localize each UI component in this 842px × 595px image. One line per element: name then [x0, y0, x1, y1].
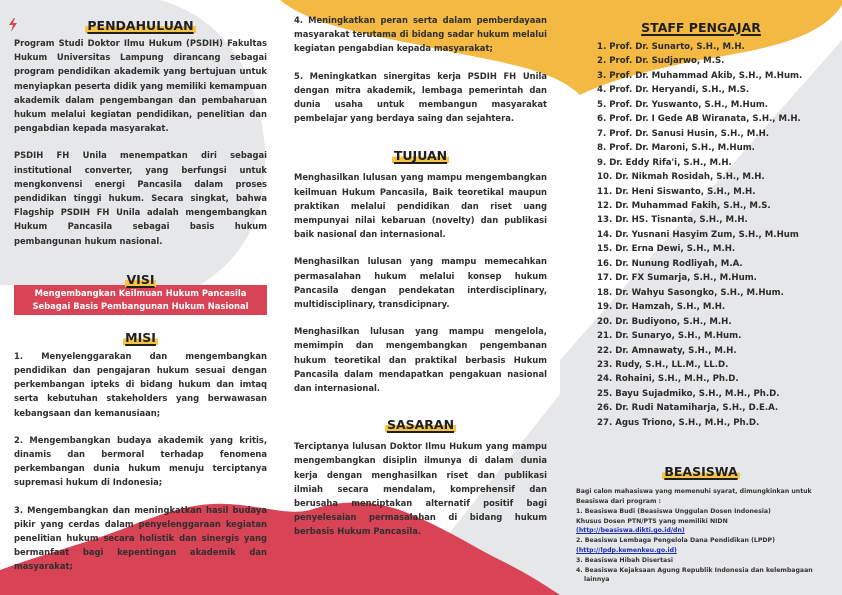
beasiswa-heading: BEASISWA — [664, 464, 738, 480]
lightning-bolt-icon — [7, 17, 19, 36]
staff-item: 12. Dr. Muhammad Fakih, S.H., M.S. — [597, 200, 771, 211]
staff-item: 13. Dr. HS. Tisnanta, S.H., M.H. — [597, 215, 748, 226]
misi-heading: MISI — [125, 329, 156, 345]
visi-heading: VISI — [126, 271, 155, 287]
beasiswa-item-1: 1. Beasiswa Budi (Beasiswa Unggulan Dosen Indonesia) — [576, 507, 771, 515]
beasiswa-intro-1: Bagi calon mahasiswa yang memenuhi syarat, dimungkinkan untuk — [576, 488, 812, 496]
staff-item: 8. Prof. Dr. Maroni, S.H., M.Hum. — [597, 143, 755, 154]
misi-item-2: 2. Mengembangkan budaya akademik yang kritis, dinamis dan bermoral terhadap fenomena perkembangan dunia hukum menuju terciptanya supremasi hukum di Indonesia; — [14, 434, 267, 488]
sasaran-heading: SASARAN — [386, 417, 455, 433]
staff-item: 17. Dr. FX Sumarja, S.H., M.Hum. — [597, 273, 757, 284]
staff-item: 11. Dr. Heni Siswanto, S.H., M.H. — [597, 186, 756, 197]
beasiswa-intro-2: Beasiswa dari program : — [576, 498, 662, 506]
beasiswa-lpdp-link[interactable]: (http://lpdp.kemenkeu.go.id) — [576, 547, 677, 555]
beasiswa-dikti-link[interactable]: (http://beasiswa.dikti.go.id/dn) — [576, 527, 685, 535]
beasiswa-item-4: 4. Beasiswa Kejaksaan Agung Republik Indonesia dan kelembagaan — [576, 566, 813, 574]
column-left — [14, 0, 267, 574]
staff-item: 6. Prof. Dr. I Gede AB Wiranata, S.H., M.H. — [597, 114, 801, 125]
staff-item: 18. Dr. Wahyu Sasongko, S.H., M.Hum. — [597, 287, 784, 298]
staff-item: 25. Bayu Sujadmiko, S.H., M.H., Ph.D. — [597, 388, 780, 399]
column-middle — [294, 0, 547, 539]
staff-item: 4. Prof. Dr. Heryandi, S.H., M.S. — [597, 85, 750, 96]
beasiswa-item-2-link-row — [576, 546, 832, 556]
staff-item: 22. Dr. Amnawaty, S.H., M.H. — [597, 345, 737, 356]
staff-item: 1. Prof. Dr. Sunarto, S.H., M.H. — [597, 42, 745, 52]
pendahuluan-heading: PENDAHULUAN — [87, 18, 194, 33]
beasiswa-info — [570, 487, 832, 585]
staff-list — [570, 40, 832, 430]
staff-item: 26. Dr. Rudi Natamiharja, S.H., D.E.A. — [597, 403, 779, 414]
pendahuluan-paragraph-1: Program Studi Doktor Ilmu Hukum (PSDIH) Fakultas Hukum Universitas Lampung dirancang sebagai program pendidikan akademik yang bertujuan untuk menyiapkan peserta didik yang memiliki kemampuan akademik dalam pengembangan dan pembaharuan hukum melalui kegiatan pendidikan, penelitian dan pengabdian kepada masyarakat. — [14, 38, 267, 134]
staff-item: 2. Prof. Dr. Sudjarwo, M.S. — [597, 56, 725, 67]
misi-item-3: 3. Mengembangkan dan meningkatkan hasil budaya pikir yang cerdas dalam penyelenggaraan kegiatan penelitian hukum secara holistik dan sinergis yang bermanfaat bagi kepentingan akademik dan masyarakat; — [14, 504, 267, 572]
staff-item: 3. Prof. Dr. Muhammad Akib, S.H., M.Hum. — [597, 70, 803, 81]
tujuan-item-2: Menghasilkan lulusan yang mampu memecahkan permasalahan hukum melalui konsep hukum Pancasila dengan pendekatan interdisciplinary, multidisciplinary, transdicipnary. — [294, 256, 547, 310]
misi-item-1: 1. Menyelenggarakan dan mengembangkan pendidikan dan pengajaran hukum sesuai dengan perkembangan ipteks di bidang hukum dan imtaq serta kebutuhan stakeholders yang berwawasan kebangsaan dan kemanusiaan; — [14, 350, 267, 418]
staff-item: 20. Dr. Budiyono, S.H., M.H. — [597, 316, 732, 327]
visi-line-1: Mengembangkan Keilmuan Hukum Pancasila — [34, 287, 247, 298]
visi-line-2: Sebagai Basis Pembangunan Hukum Nasional — [32, 300, 249, 311]
staff-item: 5. Prof. Dr. Yuswanto, S.H., M.Hum. — [597, 99, 769, 110]
staff-item: 14. Dr. Yusnani Hasyim Zum, S.H., M.Hum — [597, 229, 799, 240]
staff-item: 24. Rohaini, S.H., M.H., Ph.D. — [597, 374, 739, 385]
staff-item: 27. Agus Triono, S.H., M.H., Ph.D. — [597, 417, 760, 428]
staff-item: 7. Prof. Dr. Sanusi Husin, S.H., M.H. — [597, 128, 770, 139]
staff-item: 10. Dr. Nikmah Rosidah, S.H., M.H. — [597, 172, 765, 183]
tujuan-item-1: Menghasilkan lulusan yang mampu mengembangkan keilmuan Hukum Pancasila, Baik teoretikal maupun praktikan melalui pendidikan dan riset uang mempunyai nilai kebaruan (novelty) dan publikasi baik nasional dan internasional. — [294, 172, 547, 240]
beasiswa-item-1-note: Khusus Dosen PTN/PTS yang memiliki NIDN (http://beasiswa.dikti.go.id/dn) — [576, 517, 728, 535]
sasaran-paragraph: Terciptanya lulusan Doktor Ilmu Hukum yang mampu mengembangkan disiplin ilmunya di dalam dunia kerja dengan menghasilkan riset dan publikasi ilmiah secara mendalam, komprehensif dan berusaha menciptakan alternatif positif bagi penyelesaian permasalahan di bidang hukum berbasis Hukum Pancasila. — [294, 441, 547, 537]
staff-heading: STAFF PENGAJAR — [641, 20, 761, 35]
staff-item: 16. Dr. Nunung Rodliyah, M.A. — [597, 258, 743, 269]
beasiswa-item-3: 3. Beasiswa Hibah Disertasi — [576, 556, 674, 564]
tujuan-item-3: Menghasilkan lulusan yang mampu mengelola, memimpin dan mengembangkan pengembanan hukum teoretikal dan praktikal berbasis Hukum Pancasila dalam mendapatkan pengakuan nasional dan internasional. — [294, 326, 547, 394]
staff-item: 23. Rudy, S.H., LL.M., LL.D. — [597, 359, 729, 370]
pendahuluan-paragraph-2: PSDIH FH Unila menempatkan diri sebagai institutional converter, yang berfungsi untuk mengkonvensi energi Pancasila dalam proses pendidikan tinggi hukum. Secara singkat, bahwa Flagship PSDIH FH Unila adalah mengembangkan Hukum Pancasila sebagai basis hukum pembangunan hukum nasional. — [14, 150, 267, 246]
beasiswa-item-2: 2. Beasiswa Lembaga Pengelola Dana Pendidikan (LPDP) — [576, 537, 775, 545]
visi-banner — [14, 285, 267, 315]
staff-item: 19. Dr. Hamzah, S.H., M.H. — [597, 302, 726, 313]
staff-item: 15. Dr. Erna Dewi, S.H., M.H. — [597, 244, 736, 255]
misi-item-5: 5. Meningkatkan sinergitas kerja PSDIH FH Unila dengan mitra akademik, lembaga pemerintah dan dunia usaha untuk membangun masyarakat pembelajar yang berdaya saing dan sejahtera. — [294, 70, 547, 124]
beasiswa-item-4-cont: lainnya — [584, 576, 610, 584]
staff-item: 21. Dr. Sunaryo, S.H., M.Hum. — [597, 331, 742, 342]
staff-item: 9. Dr. Eddy Rifa'i, S.H., M.H. — [597, 157, 732, 168]
tujuan-heading: TUJUAN — [393, 148, 448, 164]
misi-item-4: 4. Meningkatkan peran serta dalam pemberdayaan masyarakat terutama di bidang sadar hukum melalui kegiatan pengabdian kepada masyarakat; — [294, 15, 547, 54]
column-right — [570, 0, 832, 585]
